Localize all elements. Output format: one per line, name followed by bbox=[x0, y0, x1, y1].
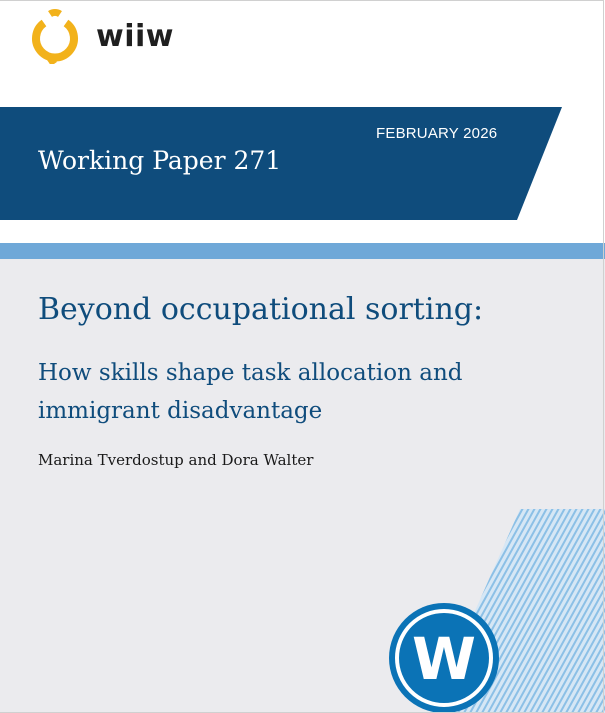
hatch-decoration bbox=[0, 259, 605, 713]
wiiw-ring-icon bbox=[30, 8, 80, 64]
wiiw-w-badge-icon bbox=[389, 603, 499, 713]
accent-stripe bbox=[0, 243, 605, 259]
publication-date: FEBRUARY 2026 bbox=[376, 125, 498, 142]
working-paper-number: Working Paper 271 bbox=[38, 146, 282, 175]
paper-title: Beyond occupational sorting: bbox=[38, 292, 484, 327]
paper-subtitle: How skills shape task allocation and immigrant disadvantage bbox=[38, 360, 463, 424]
logo-wordmark: wiiw bbox=[96, 18, 174, 54]
badge-letter: W bbox=[412, 625, 476, 693]
paper-authors: Marina Tverdostup and Dora Walter bbox=[38, 451, 314, 469]
wiiw-logo bbox=[30, 8, 174, 64]
cover-content-area bbox=[0, 259, 605, 713]
